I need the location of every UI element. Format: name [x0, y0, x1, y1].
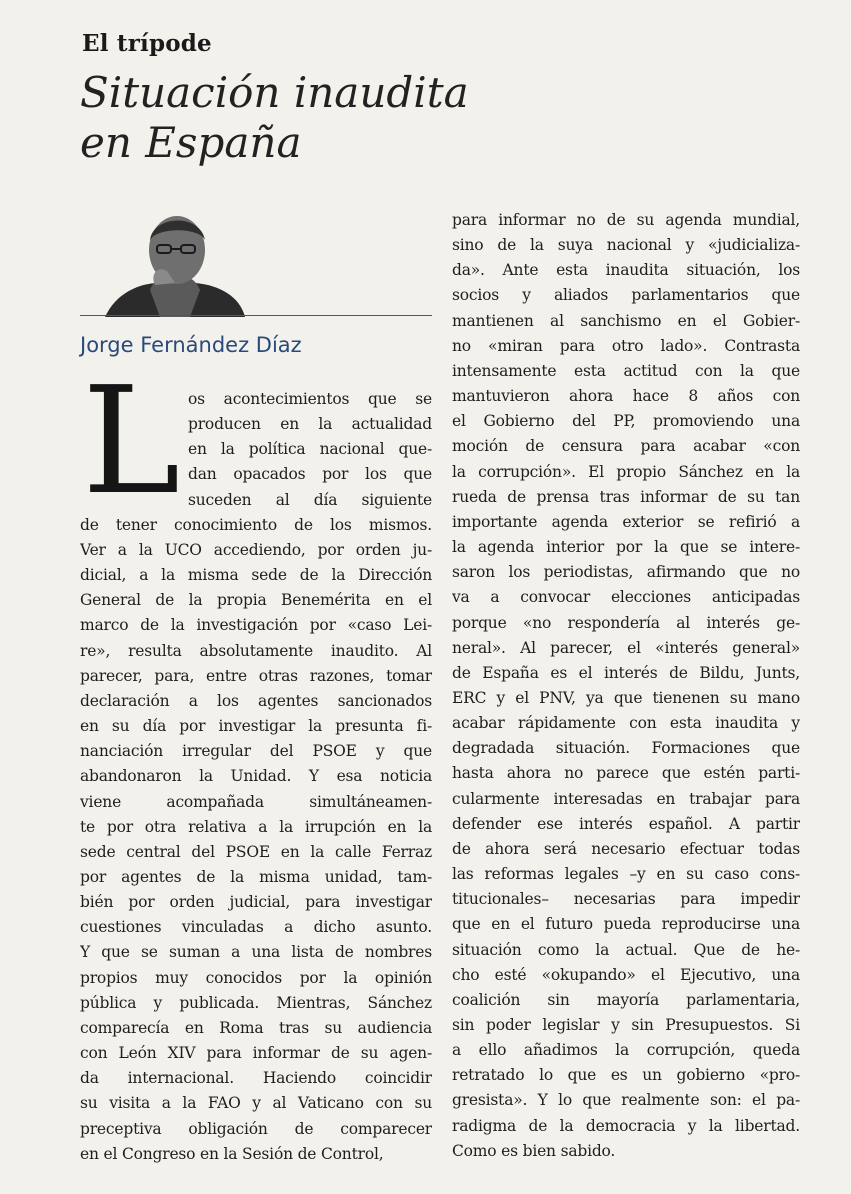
- text-line: situación como la actual. Que de he-: [452, 940, 800, 959]
- author-portrait: [95, 205, 255, 317]
- text-line: Ver a la UCO accediendo, por orden ju-: [80, 540, 432, 559]
- text-line: cho esté «okupando» el Ejecutivo, una: [452, 965, 800, 984]
- text-line: pública y publicada. Mientras, Sánchez: [80, 993, 432, 1012]
- text-line: neral». Al parecer, el «interés general»: [452, 638, 800, 657]
- text-line: porque «no respondería al interés ge-: [452, 613, 800, 632]
- text-line: va a convocar elecciones anticipadas: [452, 588, 800, 607]
- text-line: en su día por investigar la presunta fi-: [80, 717, 432, 736]
- text-line: no «miran para otro lado». Contrasta: [452, 336, 800, 355]
- text-line: saron los periodistas, afirmando que no: [452, 563, 800, 582]
- text-line: os acontecimientos que se: [188, 390, 432, 408]
- text-line: en el Congreso en la Sesión de Control,: [80, 1144, 384, 1163]
- text-line: gresista». Y lo que realmente son: el pa-: [452, 1091, 800, 1110]
- text-line: la agenda interior por la que se intere-: [452, 538, 800, 557]
- text-line: en la política nacional que-: [188, 440, 432, 459]
- text-line: sin poder legislar y sin Presupuestos. Si: [452, 1016, 800, 1034]
- text-line: para informar no de su agenda mundial,: [452, 211, 800, 229]
- text-line: intensamente esta actitud con la que: [452, 361, 800, 380]
- text-line: radigma de la democracia y la libertad.: [452, 1116, 800, 1135]
- text-line: de España es el interés de Bildu, Junts,: [452, 663, 800, 682]
- text-line: retratado lo que es un gobierno «pro-: [452, 1066, 800, 1085]
- text-line: preceptiva obligación de comparecer: [80, 1119, 432, 1138]
- left-column: [80, 387, 432, 1167]
- text-line: propios muy conocidos por la opinión: [80, 968, 432, 987]
- headline-line: Situación inaudita: [80, 68, 469, 117]
- text-line: moción de censura para acabar «con: [452, 437, 800, 456]
- headline-line: en España: [80, 118, 302, 167]
- text-line: da». Ante esta inaudita situación, los: [452, 261, 800, 280]
- text-line: importante agenda exterior se refirió a: [452, 512, 800, 531]
- text-line: parecer, para, entre otras razones, tomar: [80, 666, 432, 685]
- text-line: cuestiones vinculadas a dicho asunto.: [80, 918, 432, 937]
- text-line: sede central del PSOE en la calle Ferraz: [80, 842, 432, 861]
- text-line: por agentes de la misma unidad, tam-: [80, 867, 432, 886]
- text-line: te por otra relativa a la irrupción en la: [80, 817, 432, 836]
- text-line: de tener conocimiento de los mismos.: [80, 515, 432, 534]
- text-line: marco de la investigación por «caso Lei-: [80, 616, 432, 635]
- text-line: bién por orden judicial, para investigar: [80, 893, 432, 912]
- text-line: nanciación irregular del PSOE y que: [80, 742, 432, 761]
- text-line: dan opacados por los que: [188, 465, 432, 484]
- text-line: las reformas legales –y en su caso cons-: [452, 865, 800, 884]
- text-line: acabar rápidamente con esta inaudita y: [452, 714, 800, 733]
- text-line: la corrupción». El propio Sánchez en la: [452, 462, 800, 481]
- text-line: Y que se suman a una lista de nombres: [80, 943, 432, 962]
- text-line: el Gobierno del PP, promoviendo una: [452, 412, 800, 431]
- text-line: su visita a la FAO y al Vaticano con su: [80, 1094, 432, 1113]
- text-line: abandonaron la Unidad. Y esa noticia: [80, 767, 432, 786]
- text-line: mantienen al sanchismo en el Gobier-: [452, 311, 800, 330]
- text-line: declaración a los agentes sancionados: [80, 691, 432, 710]
- text-line: re», resulta absolutamente inaudito. Al: [80, 641, 432, 660]
- text-line: defender ese interés español. A partir: [452, 814, 800, 833]
- text-line: degradada situación. Formaciones que: [452, 739, 800, 758]
- text-line: hasta ahora no parece que estén parti-: [452, 764, 800, 783]
- text-line: viene acompañada simultáneamen-: [80, 792, 432, 811]
- headline: [80, 68, 600, 168]
- text-line: con León XIV para informar de su agen-: [80, 1044, 432, 1063]
- text-line: titucionales– necesarias para impedir: [452, 890, 800, 909]
- text-line: da internacional. Haciendo coincidir: [80, 1069, 432, 1088]
- text-line: que en el futuro pueda reproducirse una: [452, 915, 800, 934]
- section-label: El trípode: [82, 30, 212, 57]
- text-line: socios y aliados parlamentarios que: [452, 286, 800, 305]
- text-line: sino de la suya nacional y «judicializa-: [452, 236, 800, 255]
- text-line: mantuvieron ahora hace 8 años con: [452, 387, 800, 406]
- text-line: rueda de prensa tras informar de su tan: [452, 487, 800, 506]
- byline-rule: [80, 315, 432, 316]
- text-line: coalición sin mayoría parlamentaria,: [452, 990, 800, 1009]
- drop-cap: L: [82, 355, 181, 527]
- text-line: producen en la actualidad: [188, 415, 432, 434]
- text-line: cularmente interesadas en trabajar para: [452, 789, 800, 808]
- text-line: Como es bien sabido.: [452, 1141, 616, 1160]
- text-line: ERC y el PNV, ya que tienenen su mano: [452, 688, 800, 707]
- text-line: General de la propia Benemérita en el: [80, 591, 432, 610]
- author-byline: Jorge Fernández Díaz: [80, 333, 302, 357]
- text-line: a ello añadimos la corrupción, queda: [452, 1041, 800, 1060]
- text-line: comparecía en Roma tras su audiencia: [80, 1018, 432, 1037]
- right-column: [452, 208, 800, 1164]
- text-line: dicial, a la misma sede de la Dirección: [80, 566, 432, 585]
- text-line: suceden al día siguiente: [188, 490, 432, 509]
- text-line: de ahora será necesario efectuar todas: [452, 839, 800, 858]
